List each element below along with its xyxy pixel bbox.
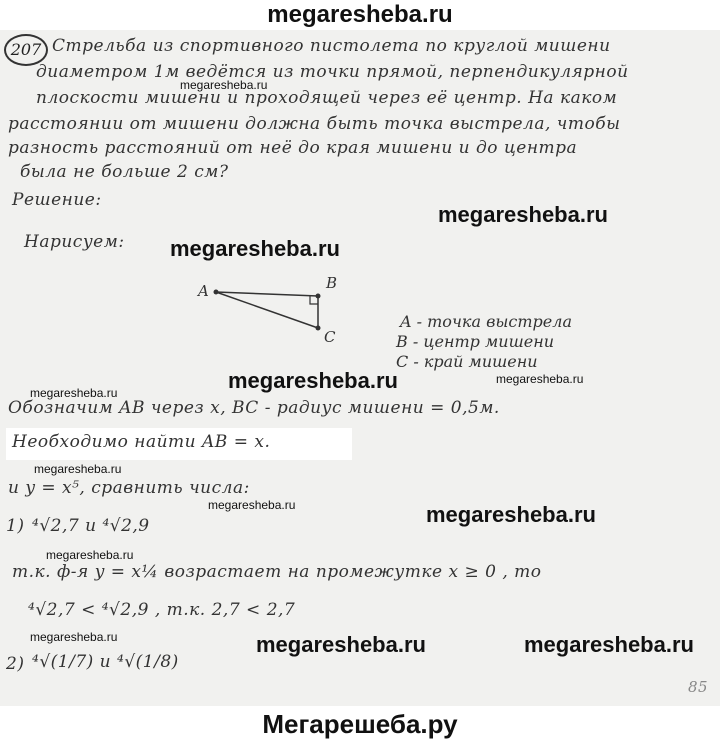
item1-expr: ⁴√2,7 и ⁴√2,9: [32, 516, 150, 536]
notation-line: Обозначим AB через x, BC - радиус мишени = 0,5м.: [8, 398, 500, 418]
solution-scan: [0, 30, 720, 706]
label-a: A: [198, 282, 210, 300]
watermark-small: megaresheba.ru: [180, 78, 268, 92]
item1-label: 1): [6, 516, 25, 536]
solution-heading: Решение:: [12, 190, 102, 210]
watermark-small: megaresheba.ru: [46, 548, 134, 562]
item2-expr: ⁴√(1/7) и ⁴√(1/8): [32, 652, 179, 672]
problem-line-2: диаметром 1м ведётся из точки прямой, перпендикулярной: [36, 62, 629, 82]
problem-line-4: расстоянии от мишени должна быть точка выстрела, чтобы: [8, 114, 621, 134]
legend-c: C - край мишени: [396, 352, 538, 371]
watermark: megaresheba.ru: [426, 502, 596, 527]
point-b: [316, 294, 321, 299]
problem-line-1: Стрельба из спортивного пистолета по круглой мишени: [52, 36, 611, 56]
site-footer: Мегарешеба.ру: [262, 709, 458, 739]
item2-label: 2): [6, 654, 25, 674]
watermark: megaresheba.ru: [438, 202, 608, 227]
reason-line: т.к. ф-я y = x¼ возрастает на промежутке x ≥ 0 , то: [12, 562, 542, 582]
task-line: и y = x⁵, сравнить числа:: [8, 478, 250, 498]
watermark-small: megaresheba.ru: [30, 386, 118, 400]
watermark: megaresheba.ru: [256, 632, 426, 657]
label-b: B: [326, 274, 338, 292]
problem-line-5: разность расстояний от неё до края мишени и до центра: [8, 138, 578, 158]
segment-ac: [216, 292, 318, 328]
watermark: megaresheba.ru: [524, 632, 694, 657]
watermark-small: megaresheba.ru: [30, 630, 118, 644]
page-mark: 85: [688, 678, 709, 696]
watermark-small: megaresheba.ru: [208, 498, 296, 512]
label-c: C: [324, 328, 336, 346]
need-line: Необходимо найти AB = x.: [12, 432, 271, 452]
point-a: [214, 290, 219, 295]
watermark-small: megaresheba.ru: [496, 372, 584, 386]
problem-number: 207: [4, 34, 48, 66]
legend-b: B - центр мишени: [396, 332, 555, 351]
watermark-small: megaresheba.ru: [34, 462, 122, 476]
segment-ab: [216, 292, 318, 296]
site-header: megaresheba.ru: [267, 1, 453, 28]
draw-label: Нарисуем:: [24, 232, 125, 252]
watermark: megaresheba.ru: [170, 236, 340, 261]
conclusion-line: ⁴√2,7 < ⁴√2,9 , т.к. 2,7 < 2,7: [28, 600, 296, 620]
problem-line-3: плоскости мишени и проходящей через её центр. На каком: [36, 88, 618, 108]
problem-line-6: была не больше 2 см?: [20, 162, 229, 182]
watermark: megaresheba.ru: [228, 368, 398, 393]
point-c: [316, 326, 321, 331]
legend-a: A - точка выстрела: [400, 312, 572, 331]
